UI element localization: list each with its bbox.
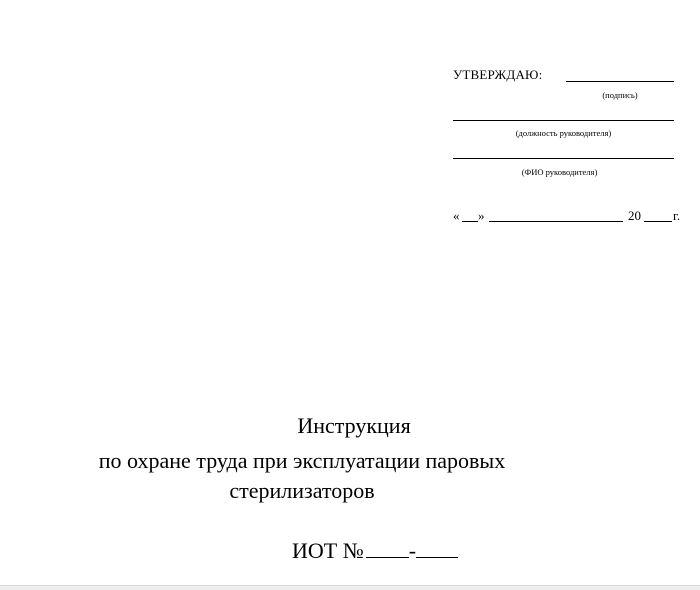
year-blank [644,221,672,222]
date-open-quote: « [453,208,460,223]
year-prefix: 20 [628,208,641,223]
approval-label: УТВЕРЖДАЮ: [453,67,543,82]
month-blank [489,221,623,222]
approval-date [453,208,688,226]
signature-caption: (подпись) [602,90,638,100]
document-subtitle-line2: стерилизаторов [229,478,375,503]
document-subtitle-line1: по охране труда при эксплуатации паровых [98,448,506,473]
document-title: Инструкция [297,413,411,438]
page-bottom-edge [0,585,700,590]
iot-number [292,536,458,566]
position-line [453,120,674,121]
iot-separator: - [408,538,417,563]
iot-prefix: ИОТ № [292,538,364,563]
date-close-quote: » [478,208,485,223]
iot-number-blank [366,557,409,558]
fio-caption: (ФИО руководителя) [521,167,598,177]
position-caption: (должность руководителя) [515,128,612,138]
day-blank [462,221,478,222]
iot-suffix-blank [416,557,458,558]
approval-row [453,67,678,85]
year-suffix: г. [673,208,681,223]
fio-line [453,158,674,159]
signature-line [566,81,674,82]
